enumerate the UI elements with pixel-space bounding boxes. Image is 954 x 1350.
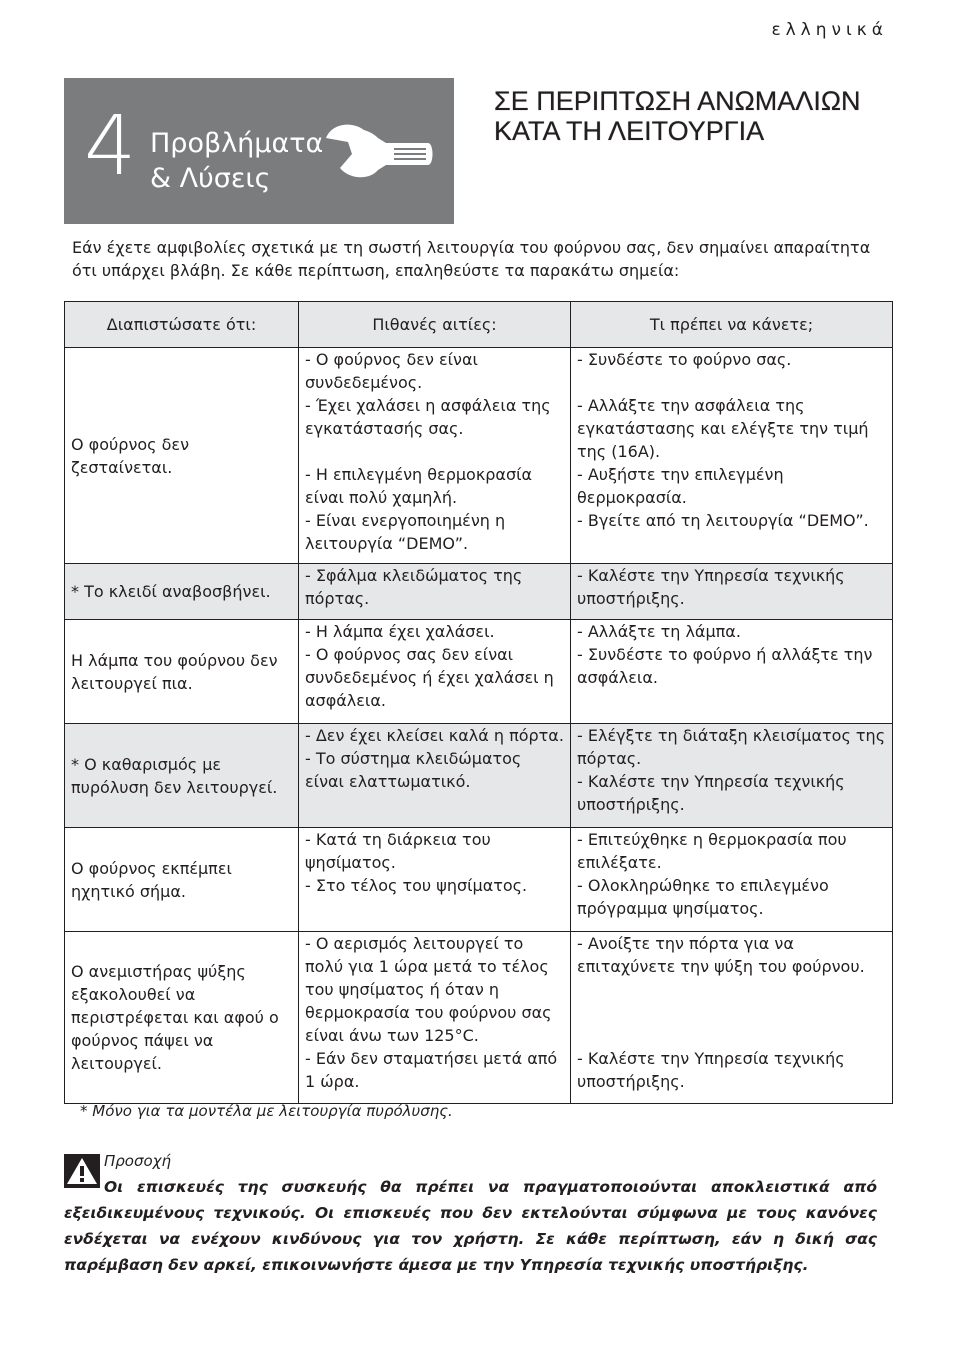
issue-cell: Ο ανεμιστήρας ψύξης εξακολουθεί να περιστρέφεται και αφού ο φούρνος πάψει να λειτουργεί. [65, 932, 299, 1104]
actions-cell [571, 828, 893, 932]
troubleshooting-table [64, 301, 893, 1104]
cause-item: - Δεν έχει κλείσει καλά η πόρτα. [305, 726, 564, 745]
action-item: - Αλλάξτε τη λάμπα. [577, 622, 741, 641]
actions-cell [571, 564, 893, 620]
cause-item: - Στο τέλος του ψησίματος. [305, 876, 528, 895]
table-row [65, 932, 893, 1104]
action-item [577, 978, 886, 1001]
cause-item: - Κατά τη διάρκεια του ψησίματος. [305, 830, 491, 872]
action-item: - Συνδέστε το φούρνο ή αλλάξτε την ασφάλεια. [577, 645, 873, 687]
warning-body: Οι επισκευές της συσκευής θα πρέπει να πραγματοποιούνται αποκλειστικά από εξειδικευμένους τεχνικούς. Οι επισκευές που δεν εκτελούνται σύμφωνα με τους κανόνες ενδέχεται να ενέχουν κινδύνους για τον χρήστη. Σε κάθε περίπτωση, εάν η δική σας παρέμβαση δεν αρκεί, επικοινωνήστε άμεσα με την Υπηρεσία τεχνικής υποστήριξης. [64, 1178, 877, 1274]
cause-item: - Η επιλεγμένη θερμοκρασία είναι πολύ χαμηλή. [305, 465, 533, 507]
actions-cell [571, 620, 893, 724]
cause-item: - Έχει χαλάσει η ασφάλεια της εγκατάστασής σας. [305, 396, 551, 438]
chapter-banner [64, 78, 454, 224]
action-item [577, 1024, 886, 1047]
chapter-title-line2: & Λύσεις [150, 163, 271, 194]
action-item: - Επιτεύχθηκε η θερμοκρασία που επιλέξατε. [577, 830, 847, 872]
actions-cell [571, 724, 893, 828]
wrench-icon [322, 118, 434, 190]
action-item: - Ολοκληρώθηκε το επιλεγμένο πρόγραμμα ψησίματος. [577, 876, 829, 918]
action-item [577, 1001, 886, 1024]
issue-cell: * Το κλειδί αναβοσβήνει. [65, 564, 299, 620]
language-label: ελληνικά [771, 20, 888, 40]
actions-cell [571, 932, 893, 1104]
chapter-number: 4 [84, 99, 137, 194]
heading-line2: ΚΑΤΑ ΤΗ ΛΕΙΤΟΥΡΓΙΑ [494, 116, 765, 146]
cause-item: - Ο φούρνος δεν είναι συνδεδεμένος. [305, 350, 478, 392]
header-observed: Διαπιστώσατε ότι: [65, 302, 299, 348]
table-row [65, 348, 893, 564]
action-item: - Αυξήστε την επιλεγμένη θερμοκρασία. [577, 465, 784, 507]
intro-paragraph: Εάν έχετε αμφιβολίες σχετικά με τη σωστή λειτουργία του φούρνου σας, δεν σημαίνει απαραίτητα ότι υπάρχει βλάβη. Σε κάθε περίπτωση, επαληθεύστε τα παρακάτω σημεία: [72, 238, 871, 280]
table-row [65, 724, 893, 828]
header-causes: Πιθανές αιτίες: [299, 302, 571, 348]
action-item: - Βγείτε από τη λειτουργία “DEMO”. [577, 511, 869, 530]
causes-cell [299, 724, 571, 828]
cause-item: - Εάν δεν σταματήσει μετά από 1 ώρα. [305, 1049, 558, 1091]
actions-cell [571, 348, 893, 564]
cause-item: - Η λάμπα έχει χαλάσει. [305, 622, 495, 641]
causes-cell [299, 932, 571, 1104]
cause-item: - Σφάλμα κλειδώματος της πόρτας. [305, 566, 523, 608]
action-item [577, 371, 886, 394]
action-item: - Ελέγξτε τη διάταξη κλεισίματος της πόρτας. [577, 726, 886, 768]
cause-item: - Το σύστημα κλειδώματος είναι ελαττωματικό. [305, 749, 522, 791]
chapter-title-line1: Προβλήματα [150, 128, 324, 159]
issue-cell: Ο φούρνος εκπέμπει ηχητικό σήμα. [65, 828, 299, 932]
table-row [65, 564, 893, 620]
action-item: - Ανοίξτε την πόρτα για να επιταχύνετε την ψύξη του φούρνου. [577, 934, 865, 976]
issue-cell: Ο φούρνος δεν ζεσταίνεται. [65, 348, 299, 564]
action-item: - Συνδέστε το φούρνο σας. [577, 350, 792, 369]
table-row [65, 620, 893, 724]
cause-item: - Είναι ενεργοποιημένη η λειτουργία “DEMO”. [305, 511, 506, 553]
action-item: - Καλέστε την Υπηρεσία τεχνικής υποστήριξης. [577, 1049, 845, 1091]
cause-item: - Ο αερισμός λειτουργεί το πολύ για 1 ώρα μετά το τέλος του ψησίματος ή όταν η θερμοκρασία του φούρνου σας είναι άνω των 125°C. [305, 934, 552, 1045]
chapter-title [150, 126, 323, 196]
action-item: - Καλέστε την Υπηρεσία τεχνικής υποστήριξης. [577, 566, 845, 608]
cause-item: - Ο φούρνος σας δεν είναι συνδεδεμένος ή έχει χαλάσει η ασφάλεια. [305, 645, 554, 710]
causes-cell [299, 564, 571, 620]
footnote: * Μόνο για τα μοντέλα με λειτουργία πυρόλυσης. [80, 1102, 453, 1120]
causes-cell [299, 828, 571, 932]
action-item: - Καλέστε την Υπηρεσία τεχνικής υποστήριξης. [577, 772, 845, 814]
issue-cell: * Ο καθαρισμός με πυρόλυση δεν λειτουργεί. [65, 724, 299, 828]
causes-cell [299, 620, 571, 724]
causes-cell [299, 348, 571, 564]
table-row [65, 828, 893, 932]
header-actions: Τι πρέπει να κάνετε; [571, 302, 893, 348]
table-header-row [65, 302, 893, 348]
page-heading [494, 86, 861, 146]
heading-line1: ΣΕ ΠΕΡΙΠΤΩΣΗ ΑΝΩΜΑΛΙΩΝ [494, 86, 861, 116]
action-item: - Αλλάξτε την ασφάλεια της εγκατάστασης και ελέγξτε την τιμή της (16A). [577, 396, 869, 461]
issue-cell: Η λάμπα του φούρνου δεν λειτουργεί πια. [65, 620, 299, 724]
cause-item [305, 440, 564, 463]
warning-title: Προσοχή [104, 1152, 172, 1170]
